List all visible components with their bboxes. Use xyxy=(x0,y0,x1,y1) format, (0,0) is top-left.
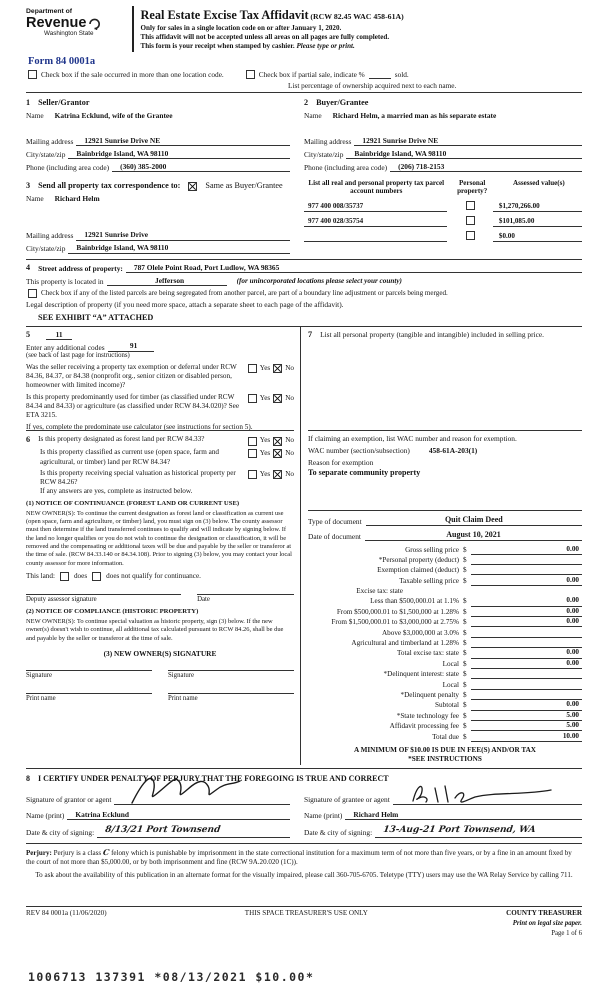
assessed-value-field[interactable]: $101,085.00 xyxy=(493,217,582,227)
does-checkbox[interactable] xyxy=(60,572,69,581)
same-as-buyer-label: Same as Buyer/Grantee xyxy=(205,181,283,191)
revenue-row xyxy=(26,16,125,31)
correspondence-mailing-field[interactable]: 12921 Sunrise Drive xyxy=(76,230,290,241)
tax-value-field[interactable]: 0.00 xyxy=(471,659,582,669)
new-owners-signature-title: (3) NEW OWNER(S) SIGNATURE xyxy=(103,649,217,659)
seller-name-label: Name xyxy=(26,110,44,120)
new-owner-signature-line[interactable]: Signature xyxy=(168,670,294,681)
dollar-sign: $ xyxy=(463,711,467,720)
grantee-date-field[interactable]: 13-Aug-21 Port Townsend, WA xyxy=(375,825,582,837)
grantee-signature-line[interactable] xyxy=(393,790,582,805)
seller-phone-field[interactable]: (360) 385-2000 xyxy=(112,162,290,173)
section-3-number: 3 xyxy=(26,181,31,191)
correspondence-section xyxy=(26,178,290,253)
buyer-name-field[interactable]: Richard Helm, a married man as his separate estate xyxy=(332,110,497,120)
footer-notes xyxy=(26,919,582,939)
tax-value-field[interactable] xyxy=(471,565,582,575)
location-code-field[interactable]: 11 xyxy=(46,330,72,341)
top-checkboxes-row xyxy=(28,70,582,79)
dollar-sign: $ xyxy=(463,566,467,575)
tax-row: From $500,000.01 to $1,500,000 at 1.28% $ 0.00 xyxy=(308,607,582,617)
footer-row xyxy=(26,906,582,918)
buyer-city-field[interactable]: Bainbridge Island, WA 98110 xyxy=(346,149,582,160)
tax-row: Agricultural and timberland at 1.28% $ xyxy=(308,638,582,648)
predominate-use-note: If yes, complete the predominate use calculator (see instructions for section 5). xyxy=(26,422,253,431)
buyer-phone-label: Phone (including area code) xyxy=(304,162,388,172)
parcel-number-field[interactable] xyxy=(304,232,447,242)
grantor-signature-block xyxy=(26,787,290,837)
seller-city-label: City/state/zip xyxy=(26,149,66,159)
buyer-mailing-label: Mailing address xyxy=(304,136,352,146)
s6q2-no-checkbox[interactable] xyxy=(273,449,282,458)
county-treasurer-label: COUNTY TREASURER xyxy=(506,909,582,918)
form-title-rcw: (RCW 82.45 WAC 458-61A) xyxy=(310,12,404,21)
street-address-field[interactable]: 787 Olele Point Road, Port Ludlow, WA 98365 xyxy=(126,263,582,274)
buyer-section xyxy=(304,95,582,172)
right-column xyxy=(301,327,582,765)
forest-land-question: 6 Is this property designated as forest land per RCW 84.33? Yes No xyxy=(26,435,294,445)
tax-value-field[interactable] xyxy=(471,555,582,565)
assessed-value-field[interactable]: $0.00 xyxy=(493,232,582,242)
if-any-yes-note: If any answers are yes, complete as instructed below. xyxy=(40,487,193,496)
historic-question: Is this property receiving special valuation as historical property per RCW 84.26? Yes No xyxy=(40,469,294,487)
new-owner-printname-row xyxy=(26,693,294,704)
new-owner-printname-line[interactable]: Print name xyxy=(168,693,294,704)
located-in-label: This property is located in xyxy=(26,276,104,286)
excise-heading-row: Excise tax: state xyxy=(356,587,403,596)
dollar-sign: $ xyxy=(463,597,467,606)
section-1-number: 1 xyxy=(26,97,31,107)
multi-location-checkbox[interactable] xyxy=(28,70,37,79)
s5q1-no-checkbox[interactable] xyxy=(273,364,282,373)
grantor-date-label: Date & city of signing: xyxy=(26,828,95,838)
grantee-signature-label: Signature of grantee or agent xyxy=(304,795,390,805)
s6q2-yes-checkbox[interactable] xyxy=(248,449,257,458)
note-single-location: Only for sales in a single location code on or after January 1, 2020. xyxy=(140,23,342,32)
spacer xyxy=(26,120,290,133)
correspondence-name-field[interactable]: Richard Helm xyxy=(54,194,100,204)
department-of-label: Department of xyxy=(26,8,73,15)
section-7-number: 7 xyxy=(308,329,313,339)
seller-mailing-label: Mailing address xyxy=(26,136,74,146)
doc-date-field[interactable]: August 10, 2021 xyxy=(365,530,582,541)
section-6 xyxy=(26,431,294,704)
land-qualify-row: This land: does does not qualify for continuance. xyxy=(26,572,201,581)
tax-value-field[interactable]: 0.00 xyxy=(471,545,582,555)
partial-sale-percent-field[interactable] xyxy=(369,70,391,79)
assessed-value-field[interactable]: $1,270,266.00 xyxy=(493,202,582,212)
s6q3-no-checkbox[interactable] xyxy=(273,470,282,479)
title-block xyxy=(141,6,404,52)
tax-value-field[interactable] xyxy=(471,680,582,690)
section-4-number: 4 xyxy=(26,262,31,272)
timber-question: Is this property predominantly used for timber (as classified under RCW 84.34 and 84.33) or agriculture (as classified under RCW 84.34.020)? See ETA 3215. Yes No xyxy=(26,393,294,420)
dollar-sign: $ xyxy=(463,545,467,554)
personal-property-checkbox[interactable] xyxy=(466,231,475,240)
street-address-label: Street address of property: xyxy=(38,263,123,273)
grantee-name-label: Name (print) xyxy=(304,810,343,820)
dollar-sign: $ xyxy=(463,670,467,679)
notice-compliance-title: (2) NOTICE OF COMPLIANCE (HISTORIC PROPERTY) xyxy=(26,607,199,615)
grantee-name-field[interactable]: Richard Helm xyxy=(345,810,582,821)
parcel-number-field[interactable]: 977 400 028/35754 xyxy=(304,217,447,227)
parties-row xyxy=(26,95,582,172)
dollar-sign: $ xyxy=(463,732,467,741)
notice-continuance-title: (1) NOTICE OF CONTINUANCE (FOREST LAND OR CURRENT USE) xyxy=(26,499,240,507)
multi-location-label: Check box if the sale occurred in more than one location code. xyxy=(41,70,224,80)
deputy-assessor-signature-line[interactable]: Deputy assessor signature xyxy=(26,594,181,605)
county-note: (for unincorporated locations please select your county) xyxy=(236,277,402,286)
perjury-body-pre: Perjury is a class xyxy=(53,848,102,857)
form-header xyxy=(26,6,582,52)
new-owner-printname-line[interactable]: Print name xyxy=(26,693,152,704)
dollar-sign: $ xyxy=(463,628,467,637)
property-address-section xyxy=(26,259,582,323)
seller-mailing-field[interactable]: 12921 Sunrise Drive NE xyxy=(76,136,290,147)
personal-property-header: Personal property? xyxy=(457,179,488,196)
tax-value-field[interactable] xyxy=(471,628,582,638)
page-number: Page 1 of 6 xyxy=(551,930,582,938)
exemption-note: If claiming an exemption, list WAC number and reason for exemption. xyxy=(308,433,517,443)
deputy-assessor-row xyxy=(26,594,294,605)
tax-row: Taxable selling price $ 0.00 xyxy=(308,575,582,585)
grantor-signature-label: Signature of grantor or agent xyxy=(26,795,112,805)
section-8-number: 8 xyxy=(26,774,30,784)
correspondence-row xyxy=(26,178,582,253)
s6q1-yes-checkbox[interactable] xyxy=(248,437,257,446)
treasurer-blank-space xyxy=(26,880,582,906)
certify-statement: I CERTIFY UNDER PENALTY OF PERJURY THAT THE FOREGOING IS TRUE AND CORRECT xyxy=(38,774,389,784)
dollar-sign: $ xyxy=(463,691,467,699)
dor-logo xyxy=(26,6,125,52)
perjury-body-post: felony which is punishable by imprisonment in the state correctional institution for a maximum term of not more than five years, or by a fine in an amount fixed by the court of not more than $5,000.00, or by both imprisonment and fine (RCW 9A.20.020 (1C)). xyxy=(26,848,572,867)
exemption-block xyxy=(308,431,582,511)
dollar-sign: $ xyxy=(463,639,467,648)
s5q1-yes-checkbox[interactable] xyxy=(248,364,257,373)
county-field[interactable]: Jefferson xyxy=(107,276,227,287)
dollar-sign: $ xyxy=(463,701,467,710)
tax-row: From $1,500,000.01 to $3,000,000 at 2.75% $ 0.00 xyxy=(308,617,582,627)
form-title: Real Estate Excise Tax Affidavit xyxy=(140,8,309,22)
alternate-format-note: To ask about the availability of this publication in an alternate format for the visually impaired, please call 360-705-6705. Teletype (TTY) users may use the WA Relay Service by calling 711. xyxy=(35,870,573,879)
grantor-name-label: Name (print) xyxy=(26,810,65,820)
segregated-label: Check box if any of the listed parcels are being segregated from another parcel, are part of a boundary line adjustment or parcels being merged. xyxy=(41,289,448,298)
buyer-mailing-field[interactable]: 12921 Sunrise Drive NE xyxy=(354,136,582,147)
tax-row: Subtotal $ 0.00 xyxy=(308,700,582,710)
dollar-sign: $ xyxy=(463,576,467,585)
seller-section xyxy=(26,95,290,172)
dollar-sign: $ xyxy=(463,607,467,616)
tax-row: Total due $ 10.00 xyxy=(308,731,582,741)
doc-type-field[interactable]: Quit Claim Deed xyxy=(366,515,582,526)
reason-exemption-label: Reason for exemption xyxy=(308,458,374,468)
partial-sale-label: Check box if partial sale, indicate % xyxy=(258,70,365,80)
exemption-question: Was the seller receiving a property tax exemption or deferral under RCW 84.36, 84.37, or 84.38 (nonprofit org., senior citizen or disabled person, homeowner with limited income)? Yes No xyxy=(26,363,294,390)
tax-value-field[interactable]: 0.00 xyxy=(471,596,582,606)
reason-exemption-field[interactable]: To separate community property xyxy=(308,467,421,477)
tax-value-field[interactable]: 0.00 xyxy=(471,700,582,710)
note-receipt: This form is your receipt when stamped by cashier. Please type or print. xyxy=(140,42,355,51)
tax-value-field[interactable] xyxy=(471,690,582,700)
tax-row: Less than $500,000.01 at 1.1% $ 0.00 xyxy=(308,596,582,606)
parcel-row xyxy=(304,212,582,227)
seller-phone-label: Phone (including area code) xyxy=(26,162,110,172)
legal-description-value[interactable]: SEE EXHIBIT “A” ATTACHED xyxy=(38,312,154,322)
parcel-row xyxy=(304,227,582,242)
tax-row: Local $ xyxy=(308,679,582,689)
does-not-checkbox[interactable] xyxy=(92,572,101,581)
treasurer-use-label: THIS SPACE TREASURER'S USE ONLY xyxy=(244,909,368,918)
parcel-row xyxy=(304,197,582,212)
main-columns xyxy=(26,326,582,765)
parcel-number-field[interactable]: 977 400 008/35737 xyxy=(304,202,447,212)
partial-sale-sold-label: sold. xyxy=(394,70,409,80)
tax-row: *Personal property (deduct) $ xyxy=(308,555,582,565)
dollar-sign: $ xyxy=(463,659,467,668)
grantor-signature-line[interactable] xyxy=(114,790,290,805)
dollar-sign: $ xyxy=(463,555,467,564)
new-owner-signature-line[interactable]: Signature xyxy=(26,670,152,681)
correspondence-label: Send all property tax correspondence to: xyxy=(38,181,181,191)
section-2-number: 2 xyxy=(304,97,309,107)
divider xyxy=(26,92,582,93)
ownership-note: List percentage of ownership acquired next to each name. xyxy=(288,80,457,90)
additional-codes-field[interactable]: 91 xyxy=(108,341,154,352)
revenue-logo-swoosh-icon xyxy=(88,17,101,30)
personal-property-checkbox[interactable] xyxy=(466,201,475,210)
left-column xyxy=(26,327,301,765)
grantor-name-field[interactable]: Katrina Ecklund xyxy=(67,810,290,821)
tax-value-field[interactable] xyxy=(471,638,582,648)
correspondence-city-label: City/state/zip xyxy=(26,244,66,254)
tax-value-field[interactable]: 10.00 xyxy=(471,732,582,742)
dollar-sign: $ xyxy=(463,722,467,731)
tax-value-field[interactable]: 0.00 xyxy=(471,576,582,586)
section-5-number: 5 xyxy=(26,330,31,340)
current-use-question: Is this property classified as current use (open space, farm and agricultural, or timber) land per RCW 84.34? Yes No xyxy=(40,448,294,466)
grantee-signature-ink xyxy=(405,781,555,807)
s6q3-yes-checkbox[interactable] xyxy=(248,470,257,479)
tax-value-field[interactable]: 0.00 xyxy=(471,607,582,617)
spacer xyxy=(26,204,290,228)
deputy-date-line[interactable]: Date xyxy=(197,594,294,605)
form-number: Form 84 0001a xyxy=(28,56,96,67)
grantor-signature-ink xyxy=(126,773,246,807)
tax-value-field[interactable]: 5.00 xyxy=(471,711,582,721)
dollar-sign: $ xyxy=(463,649,467,658)
correspondence-city-field[interactable]: Bainbridge Island, WA 98110 xyxy=(68,243,290,254)
legal-size-note: Print on legal size paper. xyxy=(512,920,582,928)
tax-row: *State technology fee $ 5.00 xyxy=(308,711,582,721)
partial-sale-checkbox[interactable] xyxy=(246,70,255,79)
tax-computation-block xyxy=(308,515,582,765)
s6q1-no-checkbox[interactable] xyxy=(273,437,282,446)
seller-name-field[interactable]: Katrina Ecklund, wife of the Grantee xyxy=(54,110,173,120)
wac-number-label: WAC number (section/subsection) xyxy=(308,445,410,455)
assessed-value-header: Assessed value(s) xyxy=(512,179,565,188)
buyer-phone-field[interactable]: (206) 718-2153 xyxy=(390,162,582,173)
grantor-date-field[interactable]: 8/13/21 Port Townsend xyxy=(97,825,290,837)
buyer-name-label: Name xyxy=(304,110,322,120)
segregated-checkbox[interactable] xyxy=(28,289,37,298)
minimum-due-note: A MINIMUM OF $10.00 IS DUE IN FEE(S) AND/OR TAX *SEE INSTRUCTIONS xyxy=(354,745,536,764)
parcel-numbers-header: List all real and personal property tax parcel account numbers xyxy=(308,179,445,196)
tax-row: Total excise tax: state $ 0.00 xyxy=(308,648,582,658)
parcel-table xyxy=(304,178,582,253)
section-7 xyxy=(308,329,582,431)
see-back-note: (see back of last page for instructions) xyxy=(26,351,130,359)
wac-number-field[interactable]: 458-61A-203(1) xyxy=(428,445,478,455)
rev-form-id: REV 84 0001a (11/06/2020) xyxy=(26,909,107,918)
tax-row: Affidavit processing fee $ 5.00 xyxy=(308,721,582,731)
s5q2-no-checkbox[interactable] xyxy=(273,394,282,403)
section-5 xyxy=(26,329,294,431)
cashier-stamp: 1006713 137391 *08/13/2021 $10.00* xyxy=(28,970,315,985)
tax-value-field[interactable]: 5.00 xyxy=(471,721,582,731)
personal-property-checkbox[interactable] xyxy=(466,216,475,225)
tax-row: Gross selling price $ 0.00 xyxy=(308,544,582,554)
doc-date-label: Date of document xyxy=(308,531,361,541)
dollar-sign: $ xyxy=(463,618,467,627)
parcel-table-header xyxy=(304,180,582,196)
buyer-city-label: City/state/zip xyxy=(304,149,344,159)
tax-row: *Delinquent interest: state $ xyxy=(308,669,582,679)
perjury-section xyxy=(26,843,582,881)
spacer xyxy=(304,120,582,133)
seller-city-field[interactable]: Bainbridge Island, WA 98110 xyxy=(68,149,290,160)
notice-continuance-body: NEW OWNER(S): To continue the current designation as forest land or classification as current use (open space, farm and agriculture, or timber) land, you must sign on (3) below. The county assessor must then determine if the land transferred continues to qualify and will indicate by signing below. If the land no longer qualifies or you do not wish to continue the designation or classification, it will be removed and the compensating or additional taxes will be due and payable by the seller or transferor at the time of sale. (RCW 84.33.140 or 84.34.108). Prior to signing (3) below, you may contact your local county assessor for more information. xyxy=(26,509,292,567)
legal-description-label: Legal description of property (if you need more space, attach a separate sheet to each page of the affidavit). xyxy=(26,300,344,310)
washington-state-label: Washington State xyxy=(44,30,94,38)
correspondence-mailing-label: Mailing address xyxy=(26,231,74,241)
buyer-title: Buyer/Grantee xyxy=(316,97,369,107)
grantee-signature-block xyxy=(304,787,582,837)
dollar-sign: $ xyxy=(463,680,467,689)
perjury-label: Perjury: xyxy=(26,848,52,857)
additional-codes-label: Enter any additional codes xyxy=(26,342,105,352)
seller-title: Seller/Grantor xyxy=(38,97,90,107)
doc-type-label: Type of document xyxy=(308,516,362,526)
section-6-number: 6 xyxy=(26,435,31,445)
tax-row: Local $ 0.00 xyxy=(308,659,582,669)
tax-row: Above $3,000,000 at 3.0% $ xyxy=(308,627,582,637)
tax-value-field[interactable] xyxy=(471,669,582,679)
revenue-wordmark: Revenue xyxy=(26,14,87,31)
new-owner-signature-row xyxy=(26,670,294,681)
personal-property-intro: List all personal property (tangible and intangible) included in selling price. xyxy=(320,329,545,339)
same-as-buyer-checkbox[interactable] xyxy=(188,182,197,191)
s5q2-yes-checkbox[interactable] xyxy=(248,394,257,403)
correspondence-name-label: Name xyxy=(26,194,44,204)
certification-section xyxy=(26,768,582,838)
notice-compliance-body: NEW OWNER(S): To continue special valuation as historic property, sign (3) below. If the new owner(s) doesn't wish to continue, all additional tax calculated pursuant to RCW 84.26, shall be due and payable by the seller or transferor at the time of sale. xyxy=(26,617,284,642)
note-not-accepted: This affidavit will not be accepted unless all areas on all pages are fully completed. xyxy=(140,32,390,41)
tax-row: *Delinquent penalty $ xyxy=(308,690,582,700)
perjury-handwritten-c: C xyxy=(102,846,111,857)
tax-value-field[interactable]: 0.00 xyxy=(471,648,582,658)
header-divider xyxy=(132,6,134,52)
tax-value-field[interactable]: 0.00 xyxy=(471,617,582,627)
tax-row: Exemption claimed (deduct) $ xyxy=(308,565,582,575)
grantee-date-label: Date & city of signing: xyxy=(304,828,373,838)
